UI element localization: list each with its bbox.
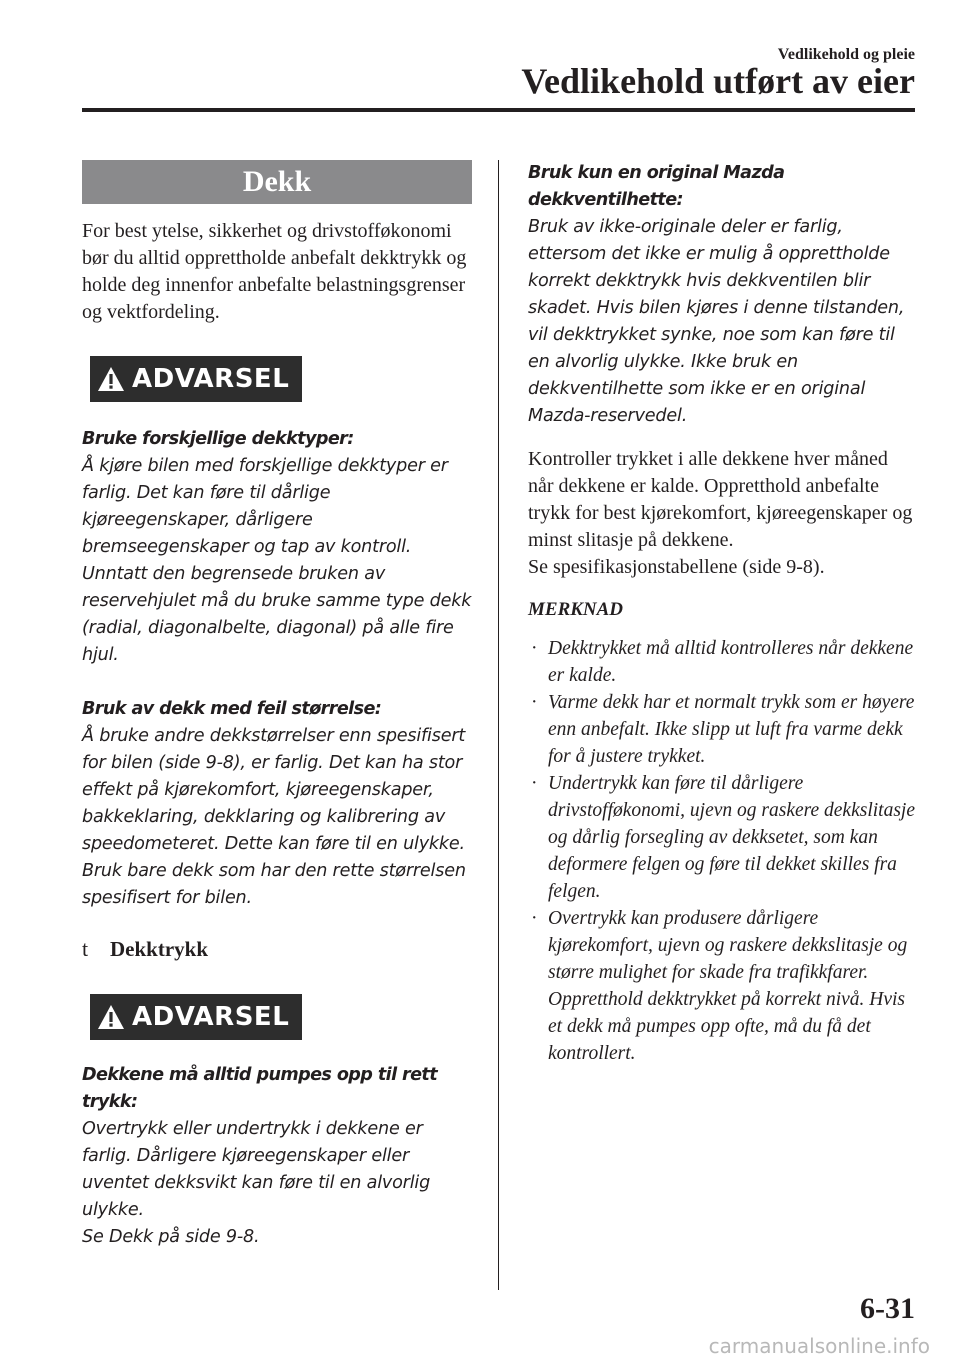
- warning-heading: Bruke forskjellige dekktyper:: [82, 429, 354, 449]
- note-item: · Overtrykk kan produsere dårligere kjørekomfort, ujevn og raskere dekkslitasje og større mulighet for skade fra trafikkfarer.: [531, 908, 908, 983]
- warning-label: ADVARSEL: [132, 1002, 290, 1032]
- warning-triangle-icon: [90, 994, 132, 1040]
- note-heading: MERKNAD: [528, 599, 624, 620]
- subsection-marker: t: [82, 936, 89, 961]
- warning-badge: [82, 356, 472, 402]
- right-column: [528, 160, 918, 1067]
- warning-block: [82, 426, 472, 669]
- column-divider: [498, 160, 499, 1290]
- warning-triangle-icon: [90, 356, 132, 402]
- left-column: [82, 160, 472, 1251]
- note-list: [528, 635, 918, 986]
- note-item: · Undertrykk kan føre til dårligere drivstofføkonomi, ujevn og raskere dekkslitasje og dårlig forsegling av dekksetet, som kan deformere felgen og føre til dekket skilles fra felgen.: [531, 773, 915, 902]
- page-title: Vedlikehold utført av eier: [521, 61, 915, 101]
- chapter-title: Vedlikehold og pleie: [777, 46, 915, 63]
- subsection-heading: [82, 936, 472, 962]
- warning-heading: Bruk av dekk med feil størrelse:: [82, 699, 382, 719]
- warning-badge: [82, 994, 472, 1040]
- warning-block: [528, 160, 918, 430]
- header-rule: [82, 108, 915, 112]
- spec-reference: Se spesifikasjonstabellene (side 9-8).: [528, 556, 825, 578]
- note-item: · Varme dekk har et normalt trykk som er høyere enn anbefalt. Ikke slipp ut luft fra varme dekk for å justere trykket.: [531, 692, 915, 767]
- subsection-title: Dekktrykk: [110, 936, 209, 961]
- warning-block: [82, 1062, 472, 1251]
- body-paragraph: Kontroller trykket i alle dekkene hver måned når dekkene er kalde. Oppretthold anbefalte trykk for best kjørekomfort, kjøreegenskaper og minst slitasje på dekkene.: [528, 448, 913, 551]
- warning-heading: Bruk kun en original Mazda dekkventilhette:: [528, 163, 785, 210]
- note-item: · Dekktrykket må alltid kontrolleres når dekkene er kalde.: [531, 638, 914, 686]
- watermark: carmanualsonline.info: [708, 1334, 930, 1358]
- warning-block: [82, 696, 472, 912]
- warning-text: Å bruke andre dekkstørrelser enn spesifisert for bilen (side 9-8), er farlig. Det kan ha stor effekt på kjørekomfort, kjøreegenskaper, bakkeklaring, dekklaring og kalibrering av speedometeret. Dette kan føre til en ulykke. Bruk bare dekk som har den rette størrelsen spesifisert for bilen.: [82, 726, 466, 908]
- warning-text: Å kjøre bilen med forskjellige dekktyper er farlig. Det kan føre til dårlige kjøreegenskaper, dårligere bremseegenskaper og tap av kontroll. Unntatt den begrensede bruken av reservehjulet må du bruke samme type dekk (radial, diagonalbelte, diagonal) på alle fire hjul.: [82, 456, 472, 665]
- warning-text: Bruk av ikke-originale deler er farlig, ettersom det ikke er mulig å opprettholde korrekt dekktrykk hvis dekkventilen blir skadet. Hvis bilen kjøres i denne tilstanden, vil dekktrykket synke, noe som kan føre til en alvorlig ulykke. Ikke bruk en dekkventilhette som ikke er en original Mazda-reservedel.: [528, 217, 905, 426]
- warning-label: ADVARSEL: [132, 364, 290, 394]
- page-number: 6-31: [860, 1292, 915, 1325]
- note-extra: Oppretthold dekktrykket på korrekt nivå. Hvis et dekk må pumpes opp ofte, må du få det kontrollert.: [548, 989, 906, 1064]
- intro-paragraph: For best ytelse, sikkerhet og drivstofføkonomi bør du alltid opprettholde anbefalt dekktrykk og holde deg innenfor anbefalte belastningsgrenser og vektfordeling.: [82, 220, 467, 323]
- warning-reference: Se Dekk på side 9-8.: [82, 1227, 260, 1247]
- warning-heading: Dekkene må alltid pumpes opp til rett trykk:: [82, 1065, 438, 1112]
- section-title: Dekk: [82, 160, 472, 204]
- warning-text: Overtrykk eller undertrykk i dekkene er farlig. Dårligere kjøreegenskaper eller uventet dekksvikt kan føre til en alvorlig ulykke.: [82, 1119, 431, 1220]
